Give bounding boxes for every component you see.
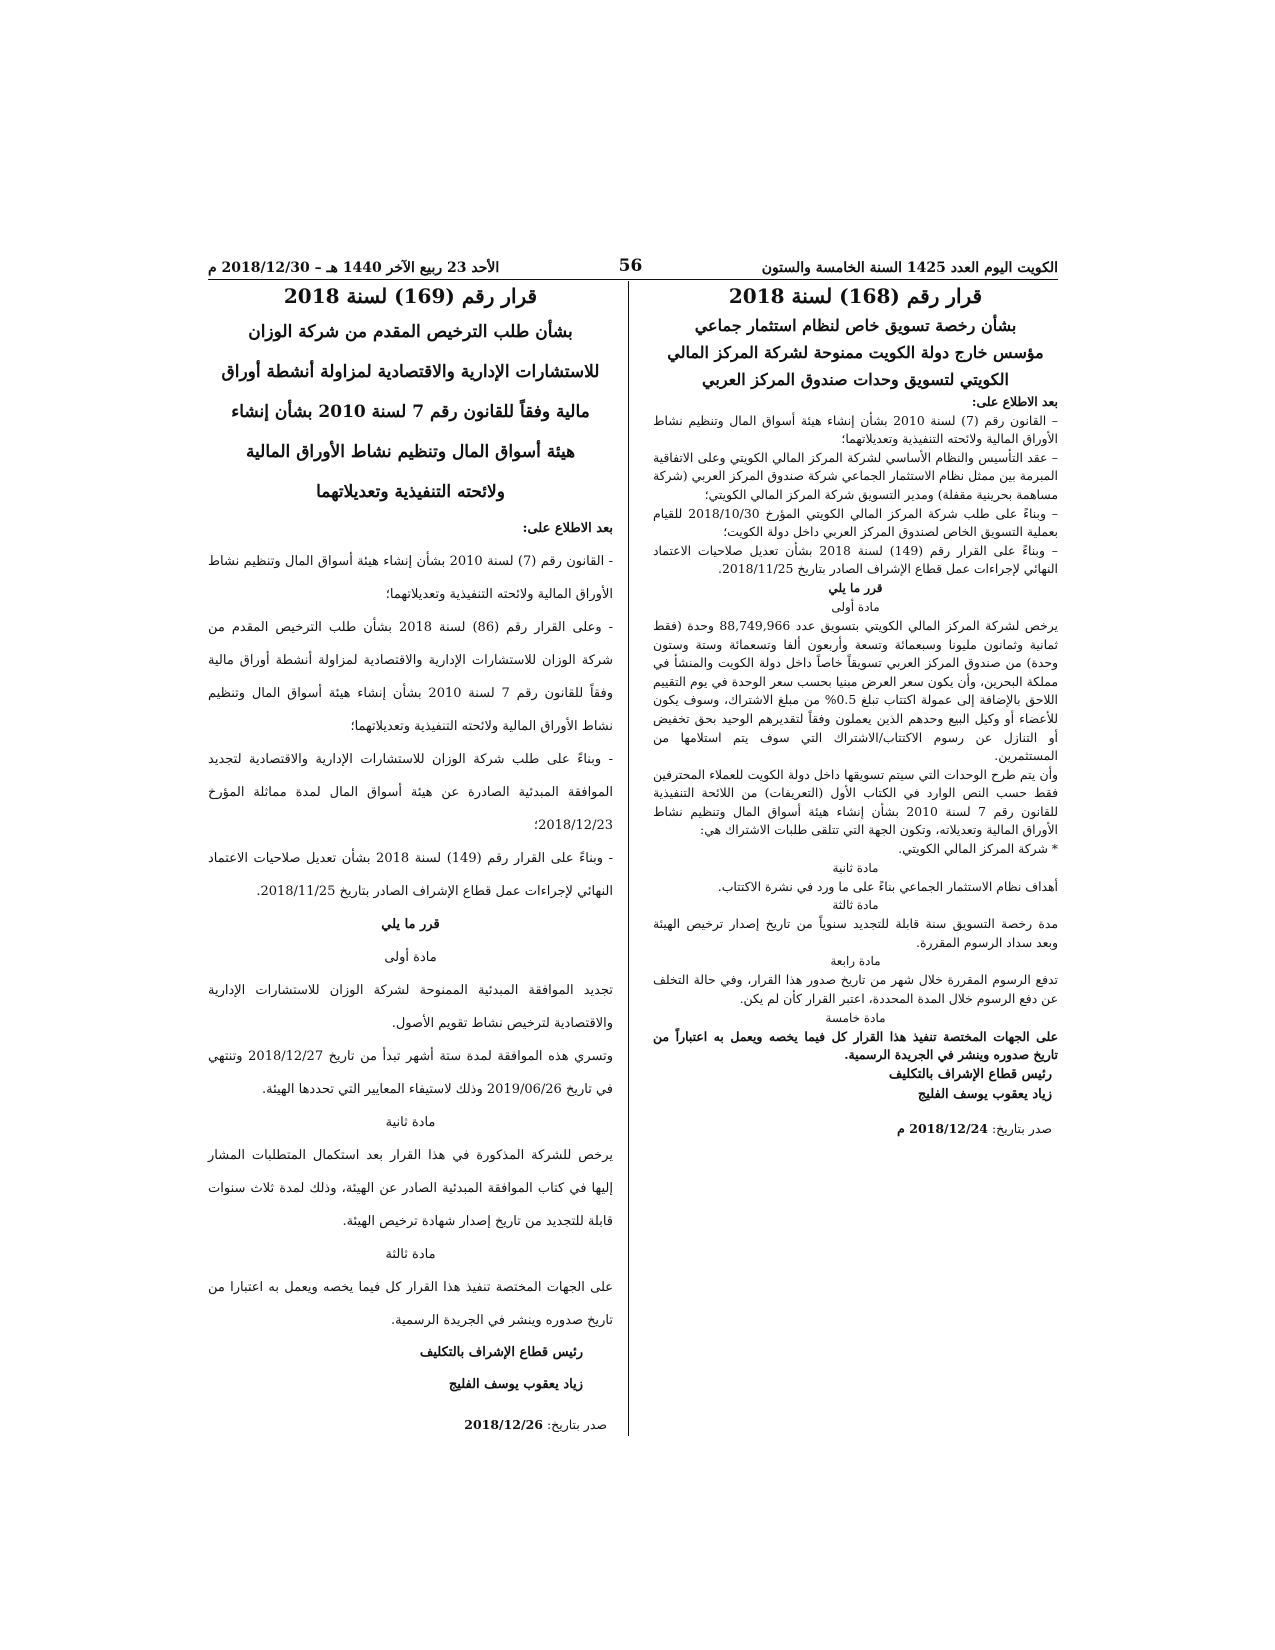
article-paragraph: يرخص لشركة المركز المالي الكويتي بتسويق عدد 88,749,966 وحدة (فقط ثمانية وثمانون مليونا وسبعمائة وتسعة وأربعون ألفا وتسعمائة وستة وستون وحدة) من صندوق المركز العربي تسويقاً خاصاً داخل دولة الكويت والمنشأ في مملكة البحرين، وأن يكون سعر العرض مبنيا بحسب سعر الوحدة في يوم التقييم اللاحق بالإضافة إلى عمولة اكتتاب تبلغ 0.5% من مبلغ الاشتراك، وسوف يكون للأعضاء أو وكيل البيع وحدهم الذين يعملون وفقاً لتقديرهم الوحيد بحق تخفيض أو التنازل عن رسوم الاكتتاب/الاشتراك التي سوف يتم استلامها من المستثمرين. bbox=[653, 617, 1058, 764]
preamble-item: - القانون رقم (7) لسنة 2010 بشأن إنشاء هيئة أسواق المال وتنظيم نشاط الأوراق المالية ولائحته التنفيذية وتعديلاتهما؛ bbox=[208, 554, 613, 602]
article-paragraph: وأن يتم طرح الوحدات التي سيتم تسويقها داخل دولة الكويت للعملاء المحترفين فقط حسب النص الوارد في الكتاب الأول (التعريفات) من اللائحة التنفيذية للقانون رقم 7 لسنة 2010 بشأن إنشاء هيئة أسواق المال وتنظيم نشاط الأوراق المالية وتعديلاته، وتكون الجهة التي تتلقى طلبات الاشتراك هي: bbox=[653, 766, 1058, 838]
preamble-item: – وبناءً على القرار رقم (149) لسنة 2018 بشأن تعديل صلاحيات الاعتماد النهائي لإجراءات عمل قطاع الإشراف الصادر بتاريخ 2018/11/25. bbox=[653, 542, 1058, 577]
page-number: 56 bbox=[618, 256, 643, 276]
article-paragraph: وتسري هذه الموافقة لمدة ستة أشهر تبدأ من تاريخ 2018/12/27 وتنتهي في تاريخ 2019/06/26 وذلك لاستيفاء المعايير التي تحددها الهيئة. bbox=[208, 1049, 614, 1097]
preamble-item: – عقد التأسيس والنظام الأساسي لشركة المركز المالي الكويتي وعلى الاتفاقية المبرمة بين ممثل نظام الاستثمار الجماعي شركة صندوق المركز العربي (شركة مساهمة بحرينية مقفلة) ومدير التسويق شركة المركز المالي الكويتي؛ bbox=[653, 449, 1058, 502]
article-heading: مادة ثانية bbox=[385, 1115, 436, 1130]
article-paragraph: مدة رخصة التسويق سنة قابلة للتجديد سنوياً من تاريخ إصدار ترخيص الهيئة وبعد سداد الرسوم المقررة. bbox=[653, 916, 1058, 950]
preamble-item: - وبناءً على طلب شركة الوزان للاستشارات الإدارية والاقتصادية لتجديد الموافقة المبدئية الصادرة عن هيئة أسواق المال لمدة مماثلة المؤرخ 2018/12/23؛ bbox=[208, 752, 613, 833]
preamble-item: - وعلى القرار رقم (86) لسنة 2018 بشأن طلب الترخيص المقدم من شركة الوزان للاستشارات الإدارية والاقتصادية لمزاولة أنشطة أوراق مالية وفقاً للقانون رقم 7 لسنة 2010 بشأن إنشاء هيئة أسواق المال وتنظيم نشاط الأوراق المالية ولائحته التنفيذية وتعديلاتهما؛ bbox=[208, 620, 613, 734]
article-paragraph: على الجهات المختصة تنفيذ هذا القرار كل فيما يخصه ويعمل به اعتباراً من تاريخ صدوره وينشر في الجريدة الرسمية. bbox=[653, 1028, 1058, 1063]
article-heading: مادة ثالثة bbox=[385, 1247, 436, 1262]
issue-date-label: صدر بتاريخ: bbox=[546, 1417, 607, 1432]
preamble-intro: بعد الاطلاع على: bbox=[522, 521, 613, 536]
header-date: الأحد 23 ربيع الآخر 1440 هـ – 2018/12/30 م bbox=[208, 260, 500, 276]
page-header bbox=[208, 248, 1058, 276]
issue-date bbox=[653, 1119, 1058, 1139]
article-paragraph: * شركة المركز المالي الكويتي. bbox=[898, 841, 1058, 857]
article-heading: مادة ثانية bbox=[832, 860, 879, 875]
decision-169 bbox=[208, 284, 613, 1435]
decision-subtitle-line: ولائحته التنفيذية وتعديلاتهما bbox=[316, 482, 505, 502]
decision-title: قرار رقم (168) لسنة 2018 bbox=[728, 284, 983, 308]
article-heading: مادة أولى bbox=[831, 599, 880, 614]
gazette-page bbox=[208, 248, 1058, 1468]
article-heading: مادة ثالثة bbox=[832, 898, 879, 913]
signatory-title: رئيس قطاع الإشراف بالتكليف bbox=[888, 1066, 1052, 1082]
preamble-item: - وبناءً على القرار رقم (149) لسنة 2018 بشأن تعديل صلاحيات الاعتماد النهائي لإجراءات عمل قطاع الإشراف الصادر بتاريخ 2018/11/25. bbox=[208, 851, 613, 899]
decision-subtitle-line: بشأن طلب الترخيص المقدم من شركة الوزان bbox=[248, 322, 573, 342]
article-heading: مادة أولى bbox=[384, 950, 437, 965]
decision-subtitle-line: بشأن رخصة تسويق خاص لنظام استثمار جماعي bbox=[694, 316, 1017, 335]
issue-date-value: 2018/12/24 م bbox=[897, 1120, 988, 1136]
decided-heading: قرر ما يلي bbox=[828, 580, 883, 595]
signatory-name: زياد يعقوب يوسف الفليج bbox=[917, 1086, 1052, 1102]
header-publication: الكويت اليوم العدد 1425 السنة الخامسة والستون bbox=[761, 260, 1058, 276]
decision-168 bbox=[653, 284, 1058, 1139]
decision-title: قرار رقم (169) لسنة 2018 bbox=[283, 284, 538, 308]
article-heading: مادة رابعة bbox=[830, 954, 881, 969]
issue-date-label: صدر بتاريخ: bbox=[991, 1120, 1052, 1136]
decided-heading: قرر ما يلي bbox=[381, 917, 440, 932]
issue-date-value: 2018/12/26 bbox=[464, 1417, 543, 1432]
column-divider bbox=[628, 281, 629, 1436]
issue-date bbox=[208, 1415, 613, 1435]
article-heading: مادة خامسة bbox=[825, 1010, 886, 1025]
article-paragraph: تجديد الموافقة المبدئية الممنوحة لشركة الوزان للاستشارات الإدارية والاقتصادية لترخيص نشاط تقويم الأصول. bbox=[208, 983, 613, 1031]
article-paragraph: على الجهات المختصة تنفيذ هذا القرار كل فيما يخصه ويعمل به اعتبارا من تاريخ صدوره وينشر في الجريدة الرسمية. bbox=[208, 1280, 613, 1328]
article-paragraph: تدفع الرسوم المقررة خلال شهر من تاريخ صدور هذا القرار، وفي حالة التخلف عن دفع الرسوم خلال المدة المحددة، اعتبر القرار كأن لم يكن. bbox=[653, 972, 1058, 1007]
decision-subtitle-line: الكويتي لتسويق وحدات صندوق المركز العربي bbox=[702, 370, 1009, 389]
article-paragraph: أهداف نظام الاستثمار الجماعي بناءً على ما ورد في نشرة الاكتتاب. bbox=[717, 878, 1058, 894]
decision-subtitle-line: مؤسس خارج دولة الكويت ممنوحة لشركة المركز المالي bbox=[667, 343, 1044, 362]
preamble-item: – القانون رقم (7) لسنة 2010 بشأن إنشاء هيئة أسواق المال وتنظيم نشاط الأوراق المالية ولائحته التنفيذية وتعديلاتهما؛ bbox=[653, 412, 1058, 447]
decision-subtitle-line: مالية وفقاً للقانون رقم 7 لسنة 2010 بشأن إنشاء bbox=[231, 402, 590, 422]
signatory-name: زياد يعقوب يوسف الفليج bbox=[448, 1377, 583, 1392]
preamble-intro: بعد الاطلاع على: bbox=[971, 394, 1058, 409]
header-rule bbox=[208, 279, 1058, 280]
preamble-item: – وبناءً على طلب شركة المركز المالي الكويتي المؤرخ 2018/10/30 للقيام بعملية التسويق الخاص لصندوق المركز العربي داخل دولة الكويت؛ bbox=[653, 505, 1058, 540]
article-paragraph: يرخص للشركة المذكورة في هذا القرار بعد استكمال المتطلبات المشار إليها في كتاب الموافقة المبدئية الصادر عن الهيئة، وذلك لمدة ثلاث سنوات قابلة للتجديد من تاريخ إصدار شهادة ترخيص الهيئة. bbox=[208, 1148, 613, 1229]
signatory-title: رئيس قطاع الإشراف بالتكليف bbox=[419, 1345, 583, 1360]
decision-subtitle-line: للاستشارات الإدارية والاقتصادية لمزاولة أنشطة أوراق bbox=[221, 362, 600, 382]
decision-subtitle-line: هيئة أسواق المال وتنظيم نشاط الأوراق المالية bbox=[245, 442, 576, 462]
